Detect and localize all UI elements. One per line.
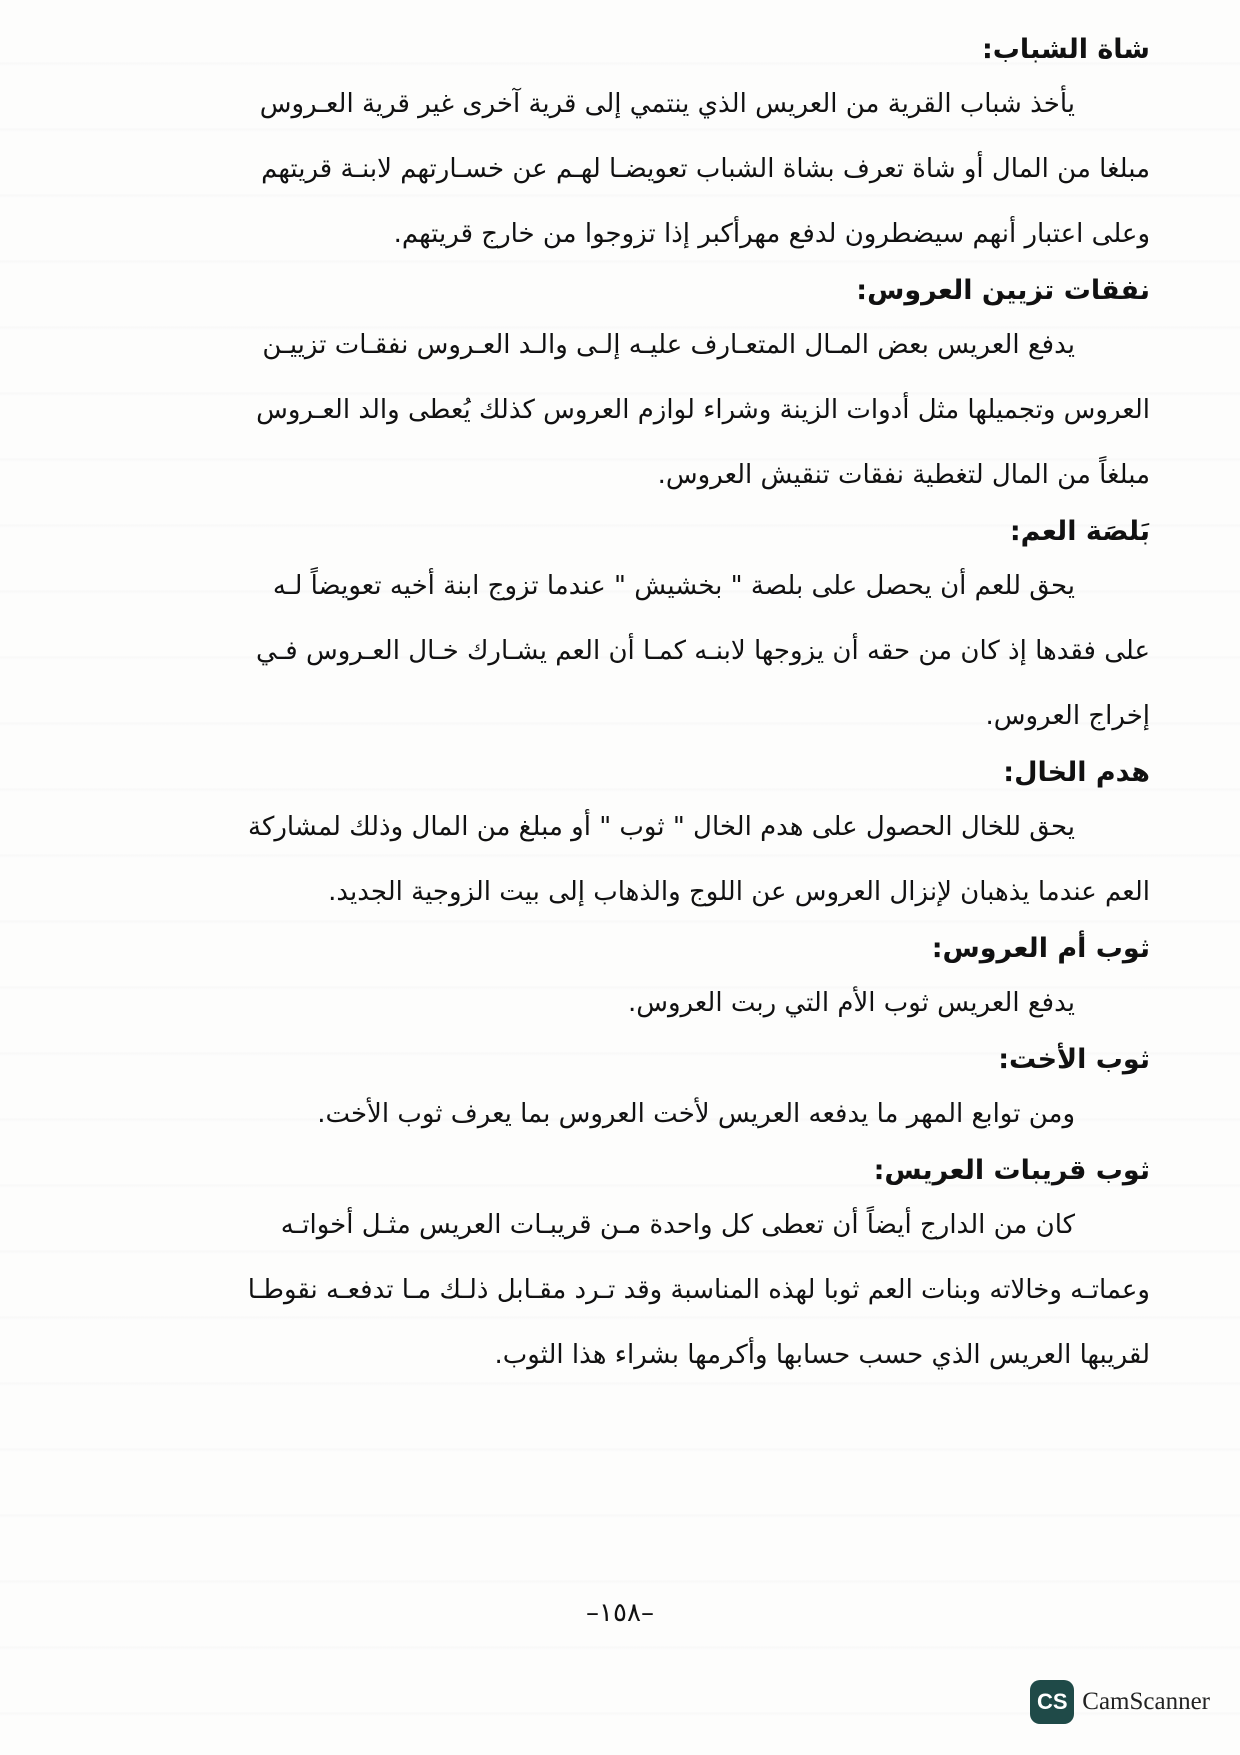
paragraph-line: ومن توابع المهر ما يدفعه العريس لأخت العروس بما يعرف ثوب الأخت. <box>317 1099 1075 1129</box>
paragraph-line: يحق للعم أن يحصل على بلصة " بخشيش " عندما تزوج ابنة أخيه تعويضاً لـه <box>272 571 1075 601</box>
section-paragraph <box>95 554 1150 749</box>
paragraph-line: إخراج العروس. <box>985 701 1150 731</box>
paragraph-line: يدفع العريس ثوب الأم التي ربت العروس. <box>627 988 1075 1018</box>
section-uncle-balsa <box>95 510 1150 749</box>
page-number: –١٥٨– <box>586 1598 654 1628</box>
section-paragraph <box>95 795 1150 925</box>
paragraph-line: على فقدها إذ كان من حقه أن يزوجها لابنـه كمـا أن العم يشـارك خـال العـروس فـي <box>256 636 1150 666</box>
paragraph-line: يدفع العريس بعض المـال المتعـارف عليـه إلـى والـد العـروس نفقـات تزييـن <box>262 330 1075 360</box>
paragraph-line: يأخذ شباب القرية من العريس الذي ينتمي إلى قرية آخرى غير قرية العـروس <box>259 89 1075 119</box>
paragraph-line: وعماتـه وخالاته وبنات العم ثوبا لهذه المناسبة وقد تـرد مقـابل ذلـك مـا تدفعـه نقوطـا <box>247 1275 1150 1305</box>
paragraph-line: يحق للخال الحصول على هدم الخال " ثوب " أو مبلغ من المال وذلك لمشاركة <box>248 812 1075 842</box>
document-body <box>95 28 1150 1390</box>
section-heading: هدم الخال: <box>1003 757 1150 788</box>
paragraph-line: لقريبها العريس الذي حسب حسابها وأكرمها بشراء هذا الثوب. <box>494 1340 1150 1370</box>
section-heading: شاة الشباب: <box>982 34 1150 65</box>
section-paragraph <box>95 1193 1150 1388</box>
camscanner-logo-icon: CS <box>1030 1680 1074 1724</box>
camscanner-watermark <box>1030 1677 1210 1727</box>
section-heading: ثوب قريبات العريس: <box>873 1155 1150 1186</box>
paragraph-line: العم عندما يذهبان لإنزال العروس عن اللوج والذهاب إلى بيت الزوجية الجديد. <box>328 877 1150 907</box>
section-heading: ثوب أم العروس: <box>931 933 1150 964</box>
section-paragraph <box>95 971 1150 1036</box>
section-shat-al-shabab <box>95 28 1150 267</box>
section-bride-adornment-costs <box>95 269 1150 508</box>
section-paragraph <box>95 1082 1150 1147</box>
camscanner-label: CamScanner <box>1082 1688 1210 1715</box>
paragraph-line: مبلغاً من المال لتغطية نفقات تنقيش العروس. <box>657 460 1150 490</box>
section-paragraph <box>95 72 1150 267</box>
section-groom-relatives-dress <box>95 1149 1150 1388</box>
section-paragraph <box>95 313 1150 508</box>
paragraph-line: كان من الدارج أيضاً أن تعطى كل واحدة مـن قريبـات العريس مثـل أخواتـه <box>280 1210 1075 1240</box>
paragraph-line: مبلغا من المال أو شاة تعرف بشاة الشباب تعويضـا لهـم عن خسـارتهم لابنـة قريتهم <box>261 154 1150 184</box>
section-heading: ثوب الأخت: <box>998 1044 1150 1075</box>
paragraph-line: وعلى اعتبار أنهم سيضطرون لدفع مهرأكبر إذا تزوجوا من خارج قريتهم. <box>393 219 1150 249</box>
paragraph-line: العروس وتجميلها مثل أدوات الزينة وشراء لوازم العروس كذلك يُعطى والد العـروس <box>256 395 1150 425</box>
section-heading: نفقات تزيين العروس: <box>856 275 1150 306</box>
section-sister-dress <box>95 1038 1150 1147</box>
section-heading: بَلصَة العم: <box>1009 516 1150 547</box>
section-maternal-uncle-garment <box>95 751 1150 925</box>
section-bride-mother-dress <box>95 927 1150 1036</box>
